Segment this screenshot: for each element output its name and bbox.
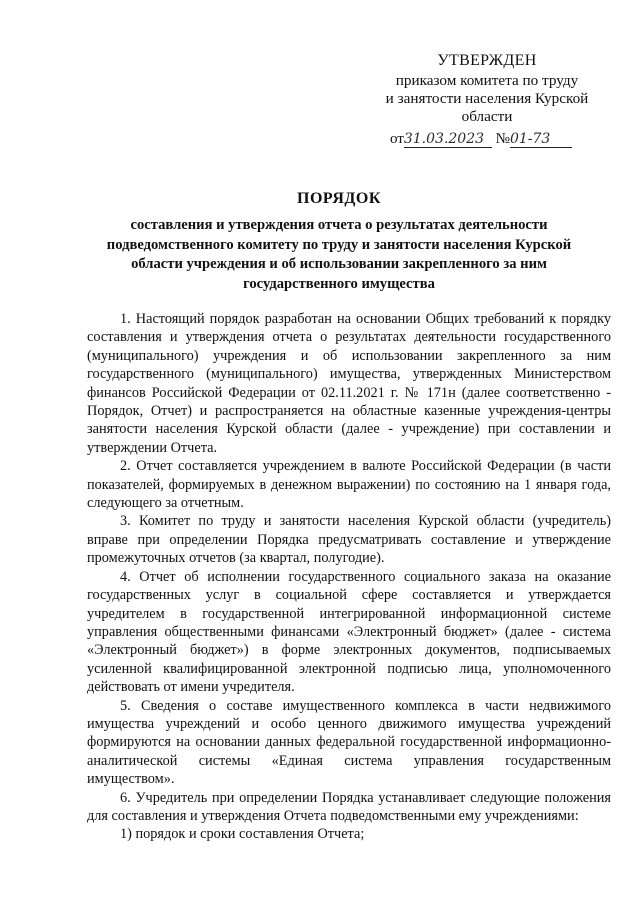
title-subtitle: составления и утверждения отчета о результатах деятельности подведомственного комитету по труду и занятости населения Курской области учреждения и об использовании закрепленного за ним государственного имущества xyxy=(106,217,572,292)
paragraph: 4. Отчет об исполнении государственного социального заказа на оказание государственных услуг в социальной сфере составляется и утверждается учредителем в государственной интегрированной информационной системе управления общественными финансами «Электронный бюджет» (далее - система «Электронный бюджет») в форме электронных документов, подписываемых усиленной квалифицированной электронной подписью лица, уполномоченного действовать от имени учредителя. xyxy=(87,568,611,696)
paragraph: 3. Комитет по труду и занятости населения Курской области (учредитель) вправе при определении Порядка предусматривать составление и утверждение промежуточных отчетов (за квартал, полугодие). xyxy=(87,513,611,567)
paragraph: 1) порядок и сроки составления Отчета; xyxy=(120,826,365,843)
approval-order-line xyxy=(372,130,602,152)
paragraph: 6. Учредитель при определении Порядка устанавливает следующие положения для составления и утверждения Отчета подведомственными ему учреждениями: xyxy=(87,789,611,824)
paragraph: 2. Отчет составляется учреждением в валюте Российской Федерации (в части показателей, формируемых в денежном выражении) по состоянию на 1 января года, следующего за отчетным. xyxy=(87,458,611,512)
title-main: ПОРЯДОК xyxy=(297,190,381,207)
document-body xyxy=(87,310,611,844)
date-prefix: от xyxy=(390,131,404,147)
approval-line: области xyxy=(461,108,513,125)
document-title xyxy=(80,190,598,294)
approval-line: и занятости населения Курской xyxy=(385,90,589,107)
paragraph: 5. Сведения о составе имущественного комплекса в части недвижимого имущества учреждений и особо ценного движимого имущества учреждений формируются на основании данных федеральной государственной информационно-аналитической системы «Единая система управления государственным имуществом». xyxy=(87,697,611,788)
handwritten-date: 31.03.2023 xyxy=(403,131,485,147)
number-prefix: № xyxy=(495,131,510,147)
approval-stamp xyxy=(372,52,602,152)
approval-heading: УТВЕРЖДЕН xyxy=(437,52,537,69)
approval-line: приказом комитета по труду xyxy=(395,72,579,89)
paragraph: 1. Настоящий порядок разработан на основании Общих требований к порядку составления и утверждения отчета о результатах деятельности государственного (муниципального) учреждения и об использовании закрепленного за ним государственного (муниципального) имущества, утвержденных Министерством финансов Российской Федерации от 02.11.2021 г. № 171н (далее соответственно - Порядок, Отчет) и распространяется на областные казенные учреждения-центры занятости населения Курской области (далее - учреждение) при составлении и утверждении Отчета. xyxy=(87,311,611,456)
handwritten-number: 01-73 xyxy=(509,131,551,147)
